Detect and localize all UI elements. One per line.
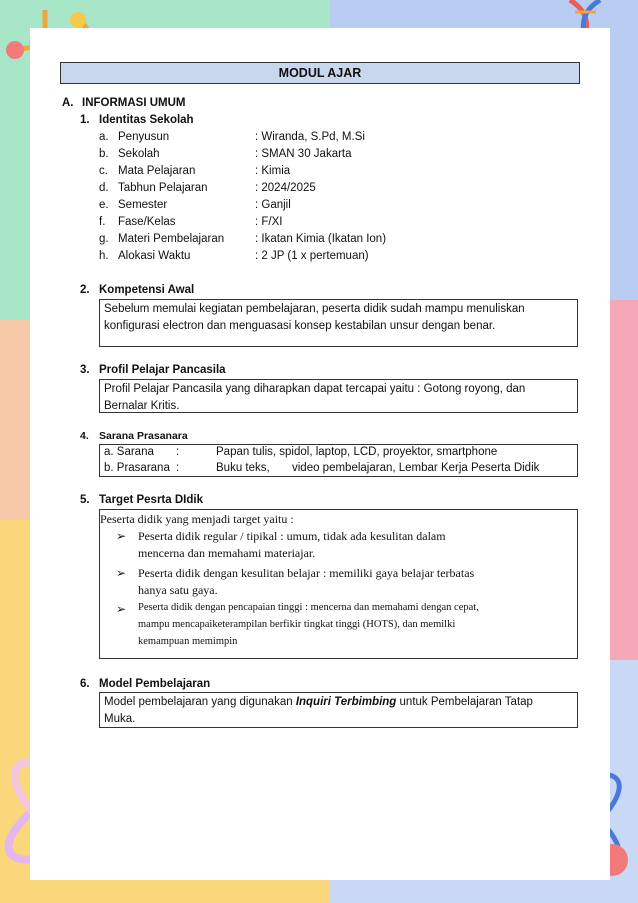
kompetensi-box — [99, 299, 578, 347]
subsection-heading: Model Pembelajaran — [99, 678, 211, 690]
subsection-number: 5. — [80, 494, 90, 506]
identity-letter: g. — [99, 233, 109, 245]
paragraph-line: Bernalar Kritis. — [104, 400, 180, 412]
identity-key: Mata Pelajaran — [118, 165, 196, 177]
paragraph-line: konfigurasi electron dan menguasasi konsep kestabilan unsur dengan benar. — [104, 320, 496, 332]
target-line: mencerna dan memahami materiajar. — [138, 546, 316, 560]
subsection-number: 2. — [80, 284, 90, 296]
sarana-key: a. Sarana — [104, 446, 154, 458]
identity-value: : 2 JP (1 x pertemuan) — [255, 250, 369, 262]
identity-value: : SMAN 30 Jakarta — [255, 148, 352, 160]
target-line: kemampuan memimpin — [138, 636, 238, 647]
sarana-colon: : — [176, 446, 180, 458]
model-text: Model pembelajaran yang digunakan — [104, 696, 296, 708]
paragraph-line: Muka. — [104, 713, 136, 725]
identity-letter: b. — [99, 148, 109, 160]
bullet-icon: ➢ — [116, 529, 127, 543]
identity-value: : 2024/2025 — [255, 182, 316, 194]
sarana-value: Papan tulis, spidol, laptop, LCD, proyektor, smartphone — [216, 446, 498, 458]
identity-key: Alokasi Waktu — [118, 250, 191, 262]
profil-box — [99, 379, 578, 413]
identity-letter: f. — [99, 216, 106, 228]
page-title: MODUL AJAR — [60, 62, 580, 84]
identity-key: Semester — [118, 199, 168, 211]
prasarana-key: b. Prasarana — [104, 462, 170, 474]
identity-letter: a. — [99, 131, 109, 143]
identity-letter: e. — [99, 199, 109, 211]
identity-value: : Ganjil — [255, 199, 291, 211]
identity-key: Materi Pembelajaran — [118, 233, 225, 245]
subsection-heading: Target Pesrta DIdik — [99, 494, 203, 506]
identity-key: Tabhun Pelajaran — [118, 182, 208, 194]
target-line: Peserta didik dengan kesulitan belajar : memiliki gaya belajar terbatas — [138, 566, 475, 580]
section-heading: INFORMASI UMUM — [82, 97, 186, 109]
subsection-heading: Identitas Sekolah — [99, 114, 194, 126]
identity-letter: c. — [99, 165, 108, 177]
bullet-icon: ➢ — [116, 602, 127, 616]
target-line: hanya satu gaya. — [138, 583, 218, 597]
target-line: Peserta didik dengan pencapaian tinggi : mencerna dan memahami dengan cepat, — [138, 602, 479, 613]
paragraph-line: Sebelum memulai kegiatan pembelajaran, peserta didik sudah mampu menuliskan — [104, 303, 525, 315]
section-number: A. — [62, 97, 74, 109]
paragraph-line — [104, 694, 573, 711]
target-line: Peserta didik regular / tipikal : umum, tidak ada kesulitan dalam — [138, 529, 446, 543]
subsection-heading: Kompetensi Awal — [99, 284, 195, 296]
identity-value: : F/XI — [255, 216, 283, 228]
prasarana-value: video pembelajaran, Lembar Kerja Peserta Didik — [292, 462, 540, 474]
target-intro: Peserta didik yang menjadi target yaitu : — [100, 512, 294, 526]
identity-value: : Ikatan Kimia (Ikatan Ion) — [255, 233, 387, 245]
identity-letter: h. — [99, 250, 109, 262]
model-text: untuk Pembelajaran Tatap — [396, 696, 533, 708]
identity-value: : Wiranda, S.Pd, M.Si — [255, 131, 365, 143]
subsection-number: 1. — [80, 114, 90, 126]
paragraph-line: Profil Pelajar Pancasila yang diharapkan dapat tercapai yaitu : Gotong royong, dan — [104, 383, 526, 395]
identity-value: : Kimia — [255, 165, 291, 177]
subsection-heading: Profil Pelajar Pancasila — [99, 364, 226, 376]
target-line: mampu mencapaiketerampilan berfikir tingkat tinggi (HOTS), dan memilki — [138, 619, 456, 630]
bullet-icon: ➢ — [116, 566, 127, 580]
subsection-number: 6. — [80, 678, 90, 690]
identity-key: Penyusun — [118, 131, 170, 143]
subsection-number: 4. — [80, 430, 89, 442]
subsection-heading: Sarana Prasanara — [99, 430, 188, 442]
subsection-number: 3. — [80, 364, 90, 376]
prasarana-colon: : — [176, 462, 180, 474]
identity-key: Fase/Kelas — [118, 216, 176, 228]
prasarana-value: Buku teks, — [216, 462, 270, 474]
model-emphasis: Inquiri Terbimbing — [295, 696, 397, 708]
model-box — [99, 692, 578, 728]
identity-key: Sekolah — [118, 148, 160, 160]
identity-letter: d. — [99, 182, 109, 194]
